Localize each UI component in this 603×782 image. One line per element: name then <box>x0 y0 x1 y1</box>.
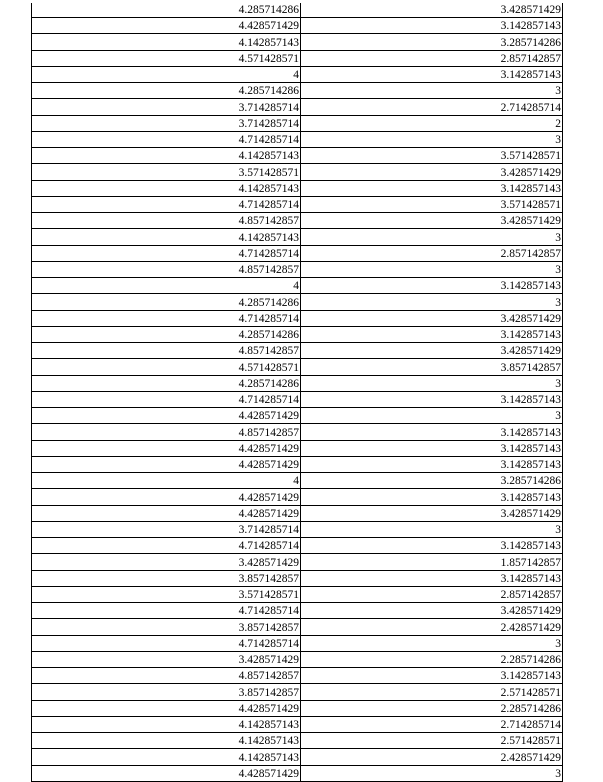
table-row <box>32 391 563 407</box>
table-row <box>32 343 563 359</box>
table-row <box>32 619 563 635</box>
cell-column-a: 4.857142857 <box>32 213 301 229</box>
cell-column-b: 3.142857143 <box>301 278 563 294</box>
cell-column-b: 3.428571429 <box>301 310 563 326</box>
table-row <box>32 749 563 765</box>
cell-column-b: 3.285714286 <box>301 473 563 489</box>
cell-column-a: 3.857142857 <box>32 684 301 700</box>
table-row <box>32 521 563 537</box>
table-row <box>32 164 563 180</box>
cell-column-a: 4.428571429 <box>32 456 301 472</box>
cell-column-a: 4 <box>32 278 301 294</box>
cell-column-b: 3 <box>301 294 563 310</box>
cell-column-b: 3.142857143 <box>301 66 563 82</box>
cell-column-a: 3.857142857 <box>32 619 301 635</box>
cell-column-a: 4.714285714 <box>32 391 301 407</box>
table-row <box>32 570 563 586</box>
cell-column-b: 3 <box>301 635 563 651</box>
cell-column-a: 4.142857143 <box>32 148 301 164</box>
cell-column-a: 4 <box>32 473 301 489</box>
table-row <box>32 505 563 521</box>
table-row <box>32 684 563 700</box>
cell-column-b: 3.571428571 <box>301 148 563 164</box>
cell-column-b: 3.142857143 <box>301 456 563 472</box>
cell-column-b: 2.857142857 <box>301 586 563 602</box>
cell-column-a: 3.714285714 <box>32 99 301 115</box>
cell-column-a: 4.285714286 <box>32 3 301 18</box>
cell-column-b: 3.285714286 <box>301 34 563 50</box>
table-row <box>32 586 563 602</box>
cell-column-b: 2.285714286 <box>301 651 563 667</box>
table-row <box>32 733 563 749</box>
cell-column-a: 4.714285714 <box>32 603 301 619</box>
cell-column-b: 3 <box>301 229 563 245</box>
table-row <box>32 213 563 229</box>
cell-column-a: 3.714285714 <box>32 115 301 131</box>
table-row <box>32 83 563 99</box>
cell-column-b: 3.142857143 <box>301 440 563 456</box>
cell-column-b: 3 <box>301 261 563 277</box>
cell-column-b: 3.142857143 <box>301 18 563 34</box>
table-row <box>32 424 563 440</box>
cell-column-b: 2 <box>301 115 563 131</box>
cell-column-b: 3.428571429 <box>301 343 563 359</box>
table-row <box>32 196 563 212</box>
cell-column-b: 2.571428571 <box>301 733 563 749</box>
table-row <box>32 489 563 505</box>
table-row <box>32 180 563 196</box>
cell-column-b: 3.571428571 <box>301 196 563 212</box>
cell-column-a: 4.857142857 <box>32 668 301 684</box>
cell-column-b: 3 <box>301 83 563 99</box>
cell-column-b: 3.428571429 <box>301 164 563 180</box>
table-row <box>32 261 563 277</box>
cell-column-b: 3.142857143 <box>301 424 563 440</box>
table-row <box>32 716 563 732</box>
table-row <box>32 456 563 472</box>
cell-column-a: 3.857142857 <box>32 570 301 586</box>
cell-column-a: 4.857142857 <box>32 261 301 277</box>
cell-column-b: 3 <box>301 521 563 537</box>
cell-column-b: 3.428571429 <box>301 603 563 619</box>
cell-column-a: 4.857142857 <box>32 424 301 440</box>
table-row <box>32 115 563 131</box>
cell-column-a: 4.285714286 <box>32 375 301 391</box>
cell-column-a: 4.428571429 <box>32 440 301 456</box>
cell-column-a: 4.285714286 <box>32 294 301 310</box>
cell-column-b: 3.428571429 <box>301 213 563 229</box>
cell-column-b: 3.428571429 <box>301 3 563 18</box>
cell-column-a: 4.428571429 <box>32 18 301 34</box>
cell-column-b: 3.857142857 <box>301 359 563 375</box>
table-row <box>32 375 563 391</box>
cell-column-a: 4.857142857 <box>32 343 301 359</box>
cell-column-a: 4.428571429 <box>32 765 301 781</box>
cell-column-a: 4.714285714 <box>32 310 301 326</box>
table-row <box>32 18 563 34</box>
cell-column-b: 2.714285714 <box>301 99 563 115</box>
table-row <box>32 538 563 554</box>
cell-column-a: 4.714285714 <box>32 131 301 147</box>
cell-column-a: 4 <box>32 66 301 82</box>
cell-column-a: 4.142857143 <box>32 733 301 749</box>
cell-column-b: 3.142857143 <box>301 668 563 684</box>
cell-column-a: 4.714285714 <box>32 538 301 554</box>
table-row <box>32 148 563 164</box>
cell-column-b: 1.857142857 <box>301 554 563 570</box>
cell-column-a: 3.571428571 <box>32 586 301 602</box>
table-row <box>32 50 563 66</box>
cell-column-a: 3.428571429 <box>32 651 301 667</box>
cell-column-b: 3.142857143 <box>301 391 563 407</box>
table-row <box>32 294 563 310</box>
cell-column-a: 4.428571429 <box>32 505 301 521</box>
cell-column-a: 4.714285714 <box>32 245 301 261</box>
table-row <box>32 229 563 245</box>
cell-column-a: 4.142857143 <box>32 749 301 765</box>
cell-column-a: 4.285714286 <box>32 326 301 342</box>
cell-column-a: 4.142857143 <box>32 229 301 245</box>
table-row <box>32 700 563 716</box>
cell-column-b: 2.428571429 <box>301 749 563 765</box>
cell-column-b: 3 <box>301 131 563 147</box>
cell-column-b: 2.857142857 <box>301 245 563 261</box>
cell-column-b: 3.142857143 <box>301 180 563 196</box>
data-table <box>31 3 563 782</box>
cell-column-a: 4.285714286 <box>32 83 301 99</box>
cell-column-a: 4.571428571 <box>32 359 301 375</box>
table-row <box>32 408 563 424</box>
table-row <box>32 99 563 115</box>
cell-column-b: 3.142857143 <box>301 570 563 586</box>
cell-column-a: 4.428571429 <box>32 700 301 716</box>
cell-column-b: 2.571428571 <box>301 684 563 700</box>
cell-column-b: 3 <box>301 408 563 424</box>
cell-column-b: 3.142857143 <box>301 489 563 505</box>
table-row <box>32 668 563 684</box>
table-row <box>32 440 563 456</box>
cell-column-b: 3 <box>301 765 563 781</box>
table-row <box>32 3 563 18</box>
table-row <box>32 359 563 375</box>
cell-column-a: 4.142857143 <box>32 180 301 196</box>
cell-column-a: 3.571428571 <box>32 164 301 180</box>
cell-column-b: 2.428571429 <box>301 619 563 635</box>
table-row <box>32 66 563 82</box>
table-row <box>32 554 563 570</box>
table-body <box>32 3 563 781</box>
cell-column-b: 3.428571429 <box>301 505 563 521</box>
table-row <box>32 651 563 667</box>
table-row <box>32 131 563 147</box>
cell-column-a: 4.142857143 <box>32 716 301 732</box>
cell-column-a: 4.428571429 <box>32 408 301 424</box>
cell-column-a: 3.714285714 <box>32 521 301 537</box>
table-row <box>32 473 563 489</box>
table-row <box>32 245 563 261</box>
cell-column-b: 3.142857143 <box>301 326 563 342</box>
cell-column-b: 3.142857143 <box>301 538 563 554</box>
table-row <box>32 603 563 619</box>
table-row <box>32 326 563 342</box>
cell-column-b: 2.857142857 <box>301 50 563 66</box>
table-row <box>32 310 563 326</box>
cell-column-b: 3 <box>301 375 563 391</box>
table-row <box>32 635 563 651</box>
cell-column-a: 4.714285714 <box>32 635 301 651</box>
cell-column-a: 4.714285714 <box>32 196 301 212</box>
table-row <box>32 34 563 50</box>
cell-column-b: 2.285714286 <box>301 700 563 716</box>
cell-column-a: 4.571428571 <box>32 50 301 66</box>
cell-column-a: 3.428571429 <box>32 554 301 570</box>
cell-column-a: 4.428571429 <box>32 489 301 505</box>
cell-column-a: 4.142857143 <box>32 34 301 50</box>
table-row <box>32 278 563 294</box>
table-row <box>32 765 563 781</box>
cell-column-b: 2.714285714 <box>301 716 563 732</box>
